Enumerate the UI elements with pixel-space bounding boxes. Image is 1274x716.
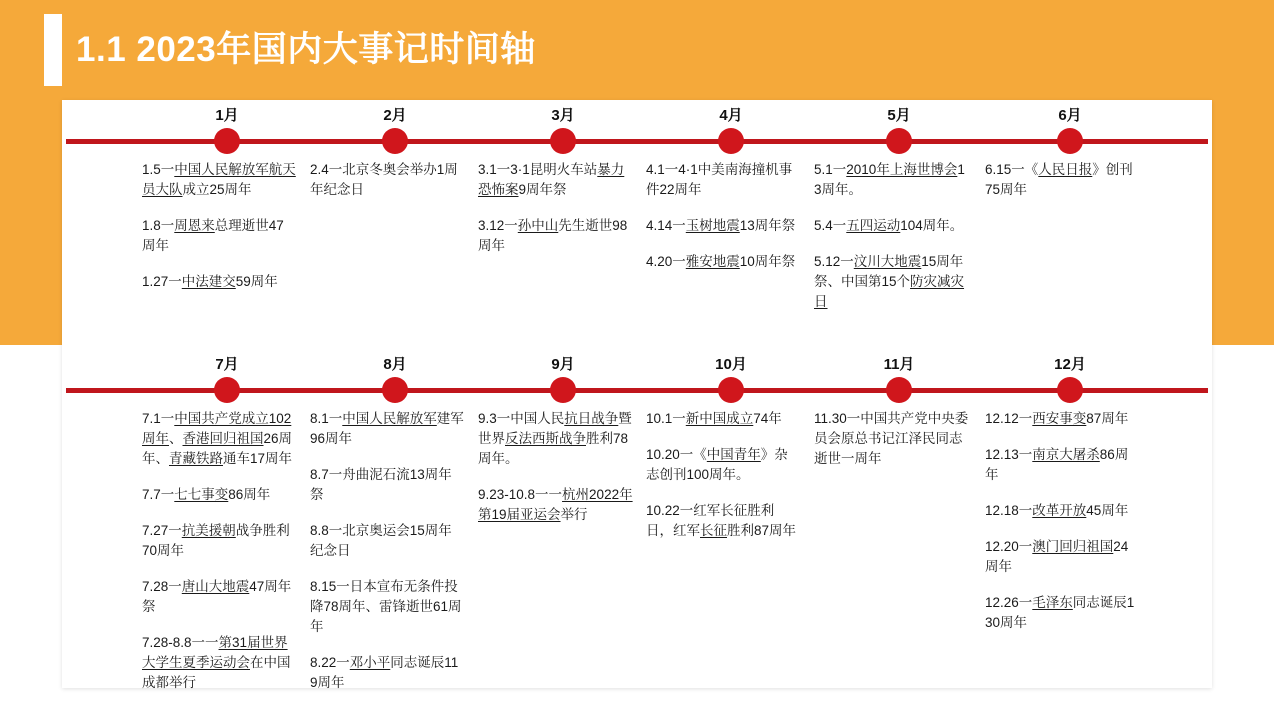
timeline-event	[310, 465, 465, 505]
event-link[interactable]: 人民日报	[1038, 162, 1093, 177]
month-events-column	[310, 160, 465, 216]
event-text: 暨世界	[478, 411, 632, 446]
month-events-column	[310, 409, 465, 709]
timeline-event	[985, 593, 1140, 633]
event-text: 9周年祭	[518, 182, 567, 197]
timeline-node-dot	[382, 128, 408, 154]
month-events-column	[142, 409, 297, 709]
timeline-event	[985, 537, 1140, 577]
event-text: 47周年祭	[142, 579, 292, 614]
event-text: 同志诞辰119周年	[310, 655, 459, 690]
timeline-event	[985, 501, 1140, 521]
event-text: 7.28-8.8一一	[142, 635, 219, 650]
event-text: 12.13一	[985, 447, 1033, 462]
month-label: 10月	[715, 356, 747, 373]
event-text: 7.7一	[142, 487, 175, 502]
event-text: 10.22一红军长征胜利日，红军	[646, 503, 775, 538]
event-link[interactable]: 中国共产党成立102周年	[142, 411, 292, 446]
timeline-event	[814, 252, 969, 312]
event-text: 7.28一	[142, 579, 182, 594]
timeline-event	[478, 485, 633, 525]
event-link[interactable]: 中法建交	[181, 274, 236, 289]
timeline-event	[646, 216, 801, 236]
event-text: 10.1一	[646, 411, 686, 426]
month-label: 2月	[383, 107, 407, 124]
timeline-node-dot	[214, 128, 240, 154]
event-text: 同志诞辰130周年	[985, 595, 1135, 630]
month-label: 6月	[1058, 107, 1082, 124]
month-events-column	[814, 160, 969, 328]
timeline-event	[142, 216, 297, 256]
timeline-event	[142, 577, 297, 617]
timeline-node-dot	[886, 377, 912, 403]
month-events-column	[478, 160, 633, 272]
event-link[interactable]: 玉树地震	[685, 218, 740, 233]
event-text: 26周年、	[142, 431, 293, 466]
event-link[interactable]: 杭州2022年第19届亚运会	[478, 487, 633, 522]
event-text: 胜利78周年。	[478, 431, 629, 466]
event-text: 7.1一	[142, 411, 175, 426]
event-text: 成立25周年	[182, 182, 252, 197]
event-text: 74年	[753, 411, 782, 426]
month-events-column	[814, 409, 969, 485]
event-link[interactable]: 暴力恐怖案	[478, 162, 625, 197]
event-text: 、	[169, 431, 183, 446]
event-text: 5.1一	[814, 162, 847, 177]
event-text: 8.15一日本宣布无条件投降78周年、雷锋逝世61周年	[310, 579, 462, 634]
event-text: 24周年	[985, 539, 1129, 574]
event-link[interactable]: 五四运动	[846, 218, 901, 233]
event-text: 9.23-10.8一一	[478, 487, 563, 502]
event-text: 1.8一	[142, 218, 175, 233]
timeline-node-dot	[1057, 128, 1083, 154]
timeline-event	[142, 521, 297, 561]
timeline-event	[310, 409, 465, 449]
timeline-event	[142, 633, 297, 693]
timeline-event	[985, 445, 1140, 485]
event-text: 8.22一	[310, 655, 350, 670]
event-text: 1.5一	[142, 162, 175, 177]
timeline-card	[62, 100, 1212, 688]
page-title: 1.1 2023年国内大事记时间轴	[76, 30, 536, 69]
month-events-column	[646, 160, 801, 288]
timeline-event	[646, 409, 801, 429]
event-text: 》杂志创刊100周年。	[646, 447, 788, 482]
event-text: 10周年祭	[739, 254, 796, 269]
event-link[interactable]: 香港回归祖国	[182, 431, 264, 446]
event-text: 建军96周年	[310, 411, 464, 446]
event-text: 12.12一	[985, 411, 1033, 426]
event-link[interactable]: 2010年上海世博会	[846, 162, 958, 177]
timeline-node-dot	[1057, 377, 1083, 403]
timeline-event	[985, 160, 1140, 200]
month-label: 1月	[215, 107, 239, 124]
months-axis-second-half	[62, 349, 1212, 409]
event-link[interactable]: 新中国成立	[685, 411, 754, 426]
timeline-event	[310, 521, 465, 561]
event-text: 5.4一	[814, 218, 847, 233]
timeline-event	[814, 216, 969, 236]
event-link[interactable]: 中国青年	[706, 447, 761, 462]
timeline-event	[814, 160, 969, 200]
timeline-event	[478, 160, 633, 200]
event-text: 12.18一	[985, 503, 1033, 518]
timeline-event	[478, 409, 633, 469]
event-text: 3.1一3·1昆明火车站	[478, 162, 598, 177]
event-link[interactable]: 唐山大地震	[181, 579, 250, 594]
event-text: 6.15一《	[985, 162, 1039, 177]
event-text: 104周年。	[900, 218, 964, 233]
event-text: 12.20一	[985, 539, 1033, 554]
title-accent-bar	[44, 14, 62, 86]
timeline-event	[814, 409, 969, 469]
timeline-event	[142, 272, 297, 292]
timeline-event	[646, 252, 801, 272]
month-label: 12月	[1054, 356, 1086, 373]
event-link[interactable]: 汶川大地震	[853, 254, 922, 269]
event-link[interactable]: 邓小平	[349, 655, 391, 670]
event-text: 3.12一	[478, 218, 518, 233]
event-link[interactable]: 澳门回归祖国	[1032, 539, 1114, 554]
event-link[interactable]: 七七事变	[174, 487, 229, 502]
months-axis-first-half	[62, 100, 1212, 160]
event-link[interactable]: 西安事变	[1032, 411, 1087, 426]
event-text: 5.12一	[814, 254, 854, 269]
event-text: 45周年	[1086, 503, 1129, 518]
event-text: 13周年。	[814, 162, 965, 197]
event-link[interactable]: 周恩来	[174, 218, 215, 233]
timeline-node-dot	[886, 128, 912, 154]
event-text: 1.27一	[142, 274, 182, 289]
event-text: 8.1一	[310, 411, 343, 426]
timeline-node-dot	[550, 377, 576, 403]
event-text: 4.1一4·1中美南海撞机事件22周年	[646, 162, 793, 197]
timeline-event	[646, 501, 801, 541]
event-text: 总理逝世47周年	[142, 218, 284, 253]
event-link[interactable]: 反法西斯战争	[505, 431, 586, 446]
timeline-event	[310, 160, 465, 200]
event-link[interactable]: 改革开放	[1032, 503, 1087, 518]
event-text: 59周年	[235, 274, 278, 289]
event-text: 7.27一	[142, 523, 182, 538]
month-label: 9月	[551, 356, 575, 373]
event-text: 4.20一	[646, 254, 686, 269]
timeline-event	[310, 577, 465, 637]
event-text: 87周年	[1086, 411, 1129, 426]
month-label: 4月	[719, 107, 743, 124]
event-text: 战争胜利70周年	[142, 523, 290, 558]
event-text: 通车17周年	[223, 451, 293, 466]
event-link[interactable]: 孙中山	[517, 218, 559, 233]
event-text: 4.14一	[646, 218, 686, 233]
month-label: 11月	[883, 356, 915, 373]
month-label: 5月	[887, 107, 911, 124]
month-events-column	[985, 409, 1140, 649]
event-text: 》创刊75周年	[985, 162, 1133, 197]
timeline-row-first-half	[62, 100, 1212, 309]
month-events-column	[142, 160, 297, 308]
timeline-node-dot	[214, 377, 240, 403]
timeline-node-dot	[718, 128, 744, 154]
timeline-row-second-half	[62, 349, 1212, 690]
event-link[interactable]: 抗美援朝	[181, 523, 236, 538]
timeline-event	[142, 409, 297, 469]
event-link[interactable]: 中国人民解放军航天员大队	[142, 162, 296, 197]
timeline-node-dot	[718, 377, 744, 403]
event-text: 2.4一北京冬奥会举办1周年纪念日	[310, 162, 458, 197]
event-text: 11.30一中国共产党中央委员会原总书记江泽民同志逝世一周年	[814, 411, 969, 466]
timeline-event	[142, 485, 297, 505]
month-events-column	[646, 409, 801, 557]
event-text: 胜利87周年	[727, 523, 797, 538]
event-link[interactable]: 南京大屠杀	[1032, 447, 1100, 462]
event-link[interactable]: 毛泽东	[1032, 595, 1073, 610]
event-link[interactable]: 雅安地震	[685, 254, 740, 269]
event-text: 86周年	[985, 447, 1129, 482]
event-text: 13周年祭	[739, 218, 796, 233]
event-link[interactable]: 青藏铁路	[169, 451, 223, 466]
event-text: 12.26一	[985, 595, 1033, 610]
event-text: 举行	[560, 507, 588, 522]
event-text: 8.8一北京奥运会15周年纪念日	[310, 523, 452, 558]
month-label: 3月	[551, 107, 575, 124]
timeline-event	[646, 160, 801, 200]
event-text: 86周年	[228, 487, 271, 502]
timeline-event	[985, 409, 1140, 429]
timeline-node-dot	[550, 128, 576, 154]
event-link[interactable]: 防灾减灾日	[814, 274, 965, 309]
month-label: 7月	[215, 356, 239, 373]
timeline-event	[646, 445, 801, 485]
event-text: 10.20一《	[646, 447, 707, 462]
event-text: 先生逝世98周年	[478, 218, 628, 253]
event-text: 15周年祭、中国第15个	[814, 254, 964, 289]
timeline-event	[478, 216, 633, 256]
event-link[interactable]: 第31届世界大学生夏季运动会	[142, 635, 288, 670]
event-text: 在中国成都举行	[142, 655, 291, 690]
event-link[interactable]: 中国人民解放军	[342, 411, 437, 426]
event-text: 9.3一中国人民	[478, 411, 565, 426]
month-events-column	[985, 160, 1140, 216]
month-events-column	[478, 409, 633, 541]
timeline-node-dot	[382, 377, 408, 403]
event-link[interactable]: 抗日战争	[564, 411, 619, 426]
timeline-event	[142, 160, 297, 200]
timeline-event	[310, 653, 465, 693]
event-text: 8.7一舟曲泥石流13周年祭	[310, 467, 452, 502]
event-link[interactable]: 长征	[700, 523, 727, 538]
month-label: 8月	[383, 356, 407, 373]
